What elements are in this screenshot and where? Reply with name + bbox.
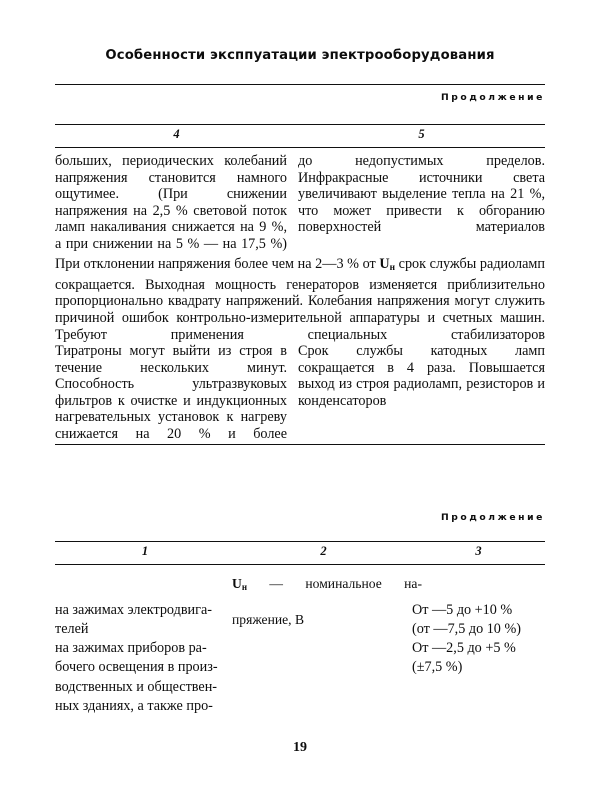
table2-row1-col3-line2: (от —7,5 до 10 %) — [412, 621, 521, 638]
table1-column-header-4: 4 — [173, 127, 180, 141]
table1-row — [55, 343, 545, 459]
table1-row3-col4: Тиратроны могут выйти из строя в течение нескольких минут. Способность ультразвуковых фильтров к очистке и индукционных нагревательных установок к нагреву снижается на 20 % и более — [55, 343, 287, 442]
table2-unit-note-line2: пряжение, В — [232, 611, 305, 627]
table1-row3-col5: Срок службы катодных ламп сокращается в 4 раза. Повышается выход из строя радиоламп, резисторов и конденсаторов — [298, 343, 545, 409]
table2-row2-col3 — [412, 639, 545, 678]
table2-row1-col1 — [55, 601, 235, 640]
table2-row1-col3 — [412, 601, 545, 640]
table1-row2-text-after-u: срок службы радиоламп сокращается. Выходная мощность генераторов изменяется приблизительно пропорционально квадрату напряжений. Колебания напряжения могут служить причиной ошибок контрольно-измерительной аппаратуры и счетных машин. Требуют применения специальных стабилизаторов — [55, 256, 545, 343]
table2-row2-col1 — [55, 639, 235, 716]
table2-row1-col3-line1: От —5 до +10 % — [412, 602, 513, 618]
table2-row2-col1-line4: ных зданиях, а также про- — [55, 697, 213, 714]
table2-column-header-row — [55, 544, 545, 559]
table2-row1-col1-line1: на зажимах электродвига- — [55, 602, 212, 618]
table2-row1-col1-line2: телей — [55, 621, 89, 638]
table1-rule-under-headers — [55, 147, 545, 148]
table2-rule-top — [55, 541, 545, 542]
table2-unit-note-line1: — номинальное на- — [269, 576, 422, 591]
table1-column-header-5: 5 — [418, 127, 425, 141]
table2-unit-note — [232, 576, 422, 628]
table2-continued-label: Продолжение — [440, 512, 545, 523]
table1-row1-col4: больших, периодических колебаний напряжения становится намного ощутимее. (При снижении напряжения на 2,5 % световой поток ламп накаливания снижается на 9 %, а при снижении на 5 % — на 17,5 %) — [55, 153, 287, 252]
table1-row1-col5: до недопустимых пределов. Инфракрасные источники света увеличивают выделение тепла на 21 %, что может привести к обгоранию поверхностей материалов — [298, 153, 545, 236]
table2-row2-col1-line3: водственных и обществен- — [55, 678, 218, 695]
page-number: 19 — [293, 740, 307, 755]
table2-row2-col1-line2: бочего освещения в произ- — [55, 659, 218, 676]
table1-row2-text-before-u: При отклонении напряжения более чем на 2—3 % от — [55, 256, 380, 272]
table2-row2-col1-line1: на зажимах приборов ра- — [55, 640, 207, 656]
table2-row2-col3-line2: (±7,5 %) — [412, 659, 463, 676]
table2-row2-col3-line1: От —2,5 до +5 % — [412, 640, 516, 656]
table1-column-header-row — [55, 127, 545, 142]
table1-rule-top — [55, 124, 545, 125]
table2-column-header-1: 1 — [141, 544, 149, 558]
rule-under-running-head — [55, 84, 545, 85]
table2-column-header-2: 2 — [320, 544, 327, 558]
u-nominal-symbol: $U_н$ — [232, 576, 247, 593]
table1-rule-bottom — [55, 444, 545, 445]
table1-row — [55, 153, 545, 269]
u-nominal-symbol: $U_н$ — [379, 256, 396, 274]
running-head: Особенности эксппуатации эпектрооборудования — [105, 48, 495, 63]
table2-column-header-3: 3 — [475, 544, 482, 558]
table1-continued-label: Продолжение — [440, 92, 545, 103]
table2-rule-under-headers — [55, 564, 545, 565]
